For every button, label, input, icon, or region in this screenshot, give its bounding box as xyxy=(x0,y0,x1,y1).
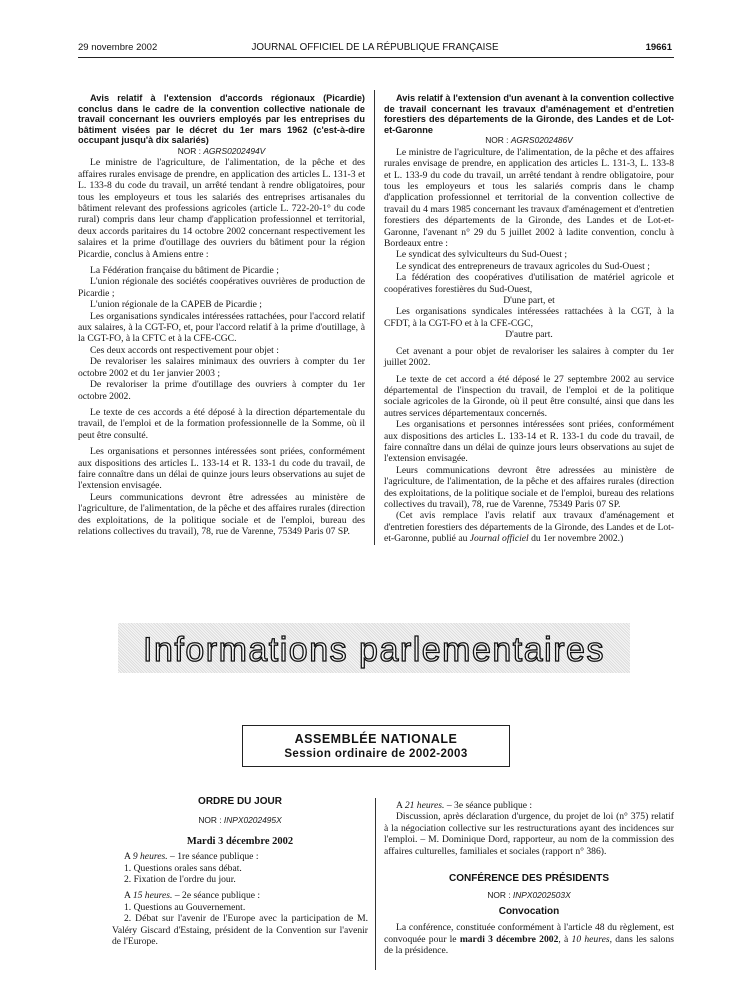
convocation-text: La conférence, constituée conformément à l'article 48 du règlement, est convoquée pour le mardi 3 décembre 2002, à 10 heures, dans les salons de la présidence. xyxy=(384,922,674,957)
journal-title: JOURNAL OFFICIEL DE LA RÉPUBLIQUE FRANÇAISE xyxy=(251,42,499,53)
right-bottom-column xyxy=(384,800,674,956)
paragraph: De revaloriser les salaires minimaux des ouvriers à compter du 1er octobre 2002 et du 1er janvier 2003 ; xyxy=(78,356,365,379)
header-rule xyxy=(78,57,674,58)
seance-3: A 21 heures. – 3e séance publique : xyxy=(396,800,533,811)
left-article-title: Avis relatif à l'extension d'accords régionaux (Picardie) conclus dans le cadre de la convention collective nationale de travail concernant les ouvriers employés par les entreprises du bâtiment visées par le décret du 1er mars 1962 (c'est-à-dire occupant jusqu'à dix salariés) xyxy=(78,93,365,146)
paragraph: D'autre part. xyxy=(505,329,553,341)
list-item: 1. Questions orales sans débat. xyxy=(124,862,242,874)
page-header xyxy=(78,42,672,56)
paragraph: L'union régionale de la CAPEB de Picardie ; xyxy=(90,299,262,311)
column-separator xyxy=(375,798,376,970)
page-number: 19661 xyxy=(645,42,672,53)
paragraph: Le texte de ces accords a été déposé à la direction départementale du travail, de l'emploi et de la formation professionnelle de la Somme, où il peut être consulté. xyxy=(78,406,365,441)
paragraph: Les organisations et personnes intéressées sont priées, conformément aux dispositions des articles L. 133-14 et R. 133-1 du code du travail, de faire connaître dans un délai de quinze jours leurs observations au sujet de l'extension envisagée. xyxy=(78,446,365,492)
paragraph: L'union régionale des sociétés coopératives ouvrières de production de Picardie ; xyxy=(78,276,365,299)
ordre-du-jour-nor: NOR : INPX0202495X xyxy=(198,815,282,826)
paragraph: Le ministre de l'agriculture, de l'alimentation, de la pêche et des affaires rurales envisage de prendre, en application des articles L. 131-3 et L. 133-8 du code du travail, un arrêté tendant à rendre obligatoires, pour tous les employeurs et tous les salariés des entreprises artisanales du bâtiment relevant des professions agricoles (article L. 722-20-1° du code rural) compris dans leur champ d'application professionnel et territorial, deux accords paritaires du 14 octobre 2002 concernant respectivement les salaires et la prime d'outillage des ouvriers du bâtiment pour la région Picardie, conclus à Amiens entre : xyxy=(78,157,365,260)
right-article xyxy=(384,93,674,545)
paragraph: (Cet avis remplace l'avis relatif aux travaux d'aménagement et d'entretien forestiers des départements de la Gironde, des Landes et de Lot-et-Garonne, publié au Journal officiel du 1er novembre 2002.) xyxy=(384,510,674,545)
list-item: 2. Fixation de l'ordre du jour. xyxy=(124,874,236,886)
ordre-du-jour-section xyxy=(112,796,368,947)
seance-2: A 15 heures. – 2e séance publique : xyxy=(124,890,261,902)
list-item: 1. Questions au Gouvernement. xyxy=(124,901,246,913)
paragraph: D'une part, et xyxy=(503,295,555,307)
left-article xyxy=(78,93,365,537)
left-article-nor: NOR : AGRS0202494V xyxy=(177,145,266,156)
column-separator xyxy=(374,90,375,545)
paragraph: Ces deux accords ont respectivement pour objet : xyxy=(90,344,279,356)
paragraph: La Fédération française du bâtiment de Picardie ; xyxy=(90,265,279,277)
informations-parlementaires-banner xyxy=(118,623,630,673)
paragraph: Les organisations syndicales intéressées rattachées, pour l'accord relatif aux salaires, à la CGT-FO, et, pour l'accord relatif à la prime d'outillage, à la CGT-FO, à la CFTC et à la CFE-CGC. xyxy=(78,310,365,345)
paragraph: La fédération des coopératives d'utilisation de matériel agricole et coopératives forestières du Sud-Ouest, xyxy=(384,272,674,295)
conference-nor: NOR : INPX0202503X xyxy=(487,890,571,901)
assemblee-title: ASSEMBLÉE NATIONALE xyxy=(294,732,458,746)
seance-3-text: Discussion, après déclaration d'urgence, du projet de loi (n° 375) relatif à la négociation collective sur les restructurations ayant des incidences sur l'emploi. – M. Dominique Dord, rapporteur, au nom de la commission des affaires culturelles, familiales et sociales (rapport n° 386). xyxy=(384,811,674,857)
paragraph: Leurs communications devront être adressées au ministère de l'agriculture, de l'alimentation, de la pêche et des affaires rurales (direction des exploitations, de la politique sociale et de l'emploi, bureau des relations collectives du travail), 78, rue de Varenne, 75349 Paris 07 SP. xyxy=(78,491,365,537)
paragraph: Cet avenant a pour objet de revaloriser les salaires à compter du 1er juillet 2002. xyxy=(384,345,674,369)
right-article-nor: NOR : AGRS0202486V xyxy=(485,135,573,146)
paragraph: Le syndicat des sylviculteurs du Sud-Ouest ; xyxy=(396,249,568,261)
paragraph: Le ministre de l'agriculture, de l'alimentation, de la pêche et des affaires rurales envisage de prendre, en application des articles L. 131-3, L. 133-8 et L. 133-9 du code du travail, un arrêté tendant à rendre obligatoire, pour tous les employeurs et tous les salariés compris dans le champ d'application professionnel et territorial de la convention collective de travail du 4 mars 1985 concernant les travaux d'aménagement et d'entretien forestiers des départements de la Gironde, des Landes et de Lot-et-Garonne, l'avenant n° 29 du 5 juillet 2002 à ladite convention, conclu à Bordeaux entre : xyxy=(384,146,674,250)
session-title: Session ordinaire de 2002-2003 xyxy=(284,748,468,760)
conference-heading: CONFÉRENCE DES PRÉSIDENTS xyxy=(448,873,610,885)
ordre-du-jour-heading: ORDRE DU JOUR xyxy=(198,796,282,807)
assemblee-nationale-box xyxy=(242,725,510,767)
issue-date: 29 novembre 2002 xyxy=(78,42,158,53)
paragraph: Le texte de cet accord a été déposé le 27 septembre 2002 au service départemental de l'inspection du travail, de l'emploi et de la politique sociale agricoles de la Gironde, où il peut être consulté, ainsi que dans les autres services départementaux concernés. xyxy=(384,373,674,419)
right-article-title: Avis relatif à l'extension d'un avenant à la convention collective de travail concernant les travaux d'aménagement et d'entretien forestiers des départements de la Gironde, des Landes et de Lot-et-Garonne xyxy=(384,93,674,135)
list-item: 2. Débat sur l'avenir de l'Europe avec la participation de M. Valéry Giscard d'Estaing, président de la Convention sur l'avenir de l'Europe. xyxy=(112,913,368,948)
paragraph: Les organisations syndicales intéressées rattachées à la CGT, à la CFDT, à la CGT-FO et à la CFE-CGC, xyxy=(384,306,674,329)
paragraph: Le syndicat des entrepreneurs de travaux agricoles du Sud-Ouest ; xyxy=(396,260,650,272)
paragraph: Les organisations et personnes intéressées sont priées, conformément aux dispositions des articles L. 133-14 et R. 133-1 du code du travail, de faire connaître dans un délai de quinze jours leurs observations au sujet de l'extension envisagée. xyxy=(384,419,674,465)
banner-title: Informations parlementaires xyxy=(143,631,605,669)
convocation-heading: Convocation xyxy=(498,905,560,917)
seance-1: A 9 heures. – 1re séance publique : xyxy=(124,851,259,863)
paragraph: Leurs communications devront être adressées au ministère de l'agriculture, de l'alimentation, de la pêche et des affaires rurales (direction des exploitations, de la politique sociale et de l'emploi, bureau des relations collectives du travail), 78, rue de Varenne, 75349 Paris 07 SP. xyxy=(384,464,674,510)
journal-officiel-ref: Journal officiel xyxy=(469,533,529,545)
paragraph: De revaloriser la prime d'outillage des ouvriers à compter du 1er octobre 2002. xyxy=(78,379,365,402)
date-heading: Mardi 3 décembre 2002 xyxy=(186,835,294,847)
